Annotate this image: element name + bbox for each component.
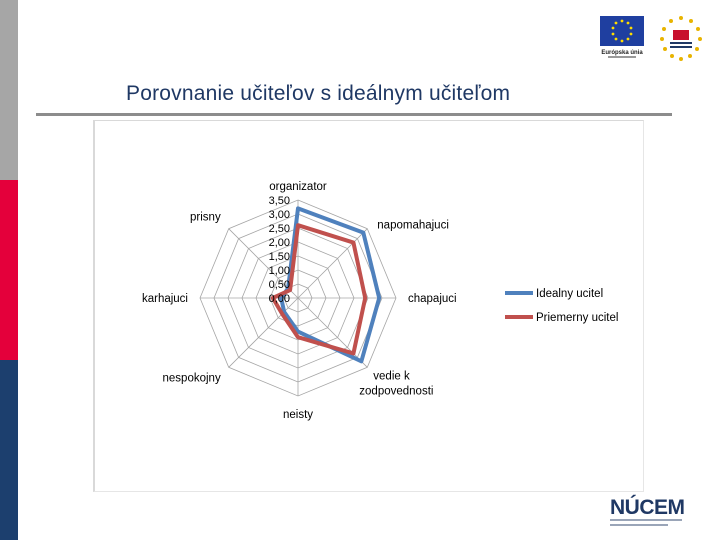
side-bar-grey: [0, 0, 18, 180]
category-label: karhajuci: [141, 293, 188, 305]
eu-label: Európska únia: [601, 50, 643, 56]
tick-label: 0,50: [268, 279, 290, 291]
tick-label: 2,50: [268, 223, 290, 235]
eu-flag-logo: [598, 16, 646, 60]
tick-label: 1,00: [268, 265, 290, 277]
category-label: napomahajuci: [377, 219, 449, 232]
legend-label: Idealny ucitel: [536, 288, 604, 300]
category-label: prisny: [190, 211, 221, 224]
tick-label: 3,50: [268, 195, 290, 207]
title-divider: [36, 113, 672, 116]
axis-spoke: [229, 298, 298, 367]
category-label: organizator: [269, 181, 327, 193]
nucem-logo: NÚCEM: [610, 496, 685, 519]
category-label: zodpovednosti: [359, 385, 434, 398]
chart-area: [93, 120, 644, 492]
side-bar-navy: [0, 360, 18, 540]
radar-chart: [95, 121, 643, 491]
tick-label: 0,00: [268, 293, 290, 305]
category-label: nespokojny: [162, 372, 221, 385]
slide-title: Porovnanie učiteľov s ideálnym učiteľom: [126, 82, 511, 105]
legend-label: Priemerny ucitel: [536, 312, 619, 324]
nucem-logo-subtitle: [610, 518, 690, 528]
category-label: neisty: [282, 409, 314, 421]
esf-logo: [656, 14, 706, 62]
tick-label: 3,00: [268, 209, 290, 221]
category-label: vedie k: [373, 370, 410, 383]
tick-label: 2,00: [268, 237, 290, 249]
side-bar-red: [0, 180, 18, 360]
category-label: chapajuci: [408, 293, 457, 305]
tick-label: 1,50: [268, 251, 290, 263]
